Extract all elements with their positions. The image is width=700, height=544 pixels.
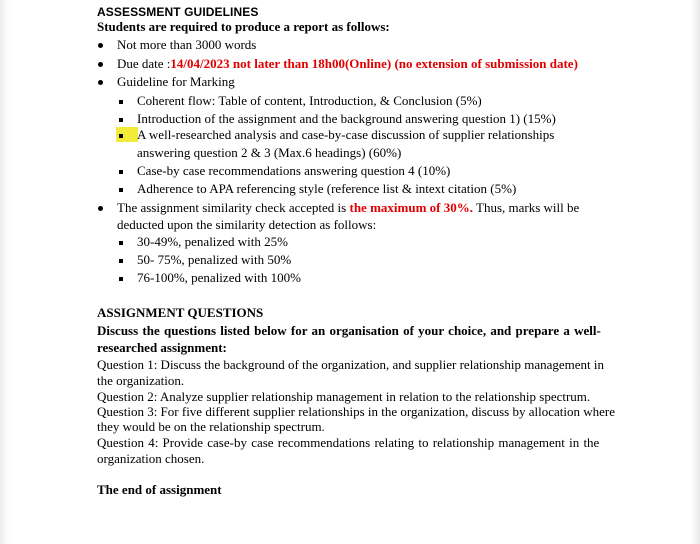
marking-guideline-item: Guideline for Marking — [117, 74, 235, 89]
similarity-text-end: Thus, marks will be — [472, 200, 580, 215]
marking-item: A well-researched analysis and case-by-case discussion of supplier relationships — [137, 127, 555, 142]
bullet-icon — [98, 80, 103, 85]
word-limit-item: Not more than 3000 words — [117, 37, 257, 52]
bullet-icon — [98, 62, 103, 67]
marking-item: Introduction of the assignment and the background answering question 1) (15%) — [137, 111, 556, 126]
marking-item: Coherent flow: Table of content, Introduction, & Conclusion (5%) — [137, 93, 482, 108]
question-4-continued: organization chosen. — [97, 451, 205, 466]
due-date-item — [117, 56, 578, 72]
square-bullet-icon — [119, 118, 123, 122]
square-bullet-icon — [119, 170, 123, 174]
report-intro: Students are required to produce a report as follows: — [97, 19, 390, 34]
square-bullet-icon — [119, 259, 123, 263]
questions-instructions-continued: researched assignment: — [97, 340, 227, 355]
penalty-item: 30-49%, penalized with 25% — [137, 234, 288, 249]
square-bullet-icon — [119, 241, 123, 245]
question-3-continued: they would be on the relationship spectrum. — [97, 419, 325, 434]
penalty-item: 76-100%, penalized with 100% — [137, 270, 301, 285]
marking-item-continued: answering question 2 & 3 (Max.6 headings) (60%) — [137, 145, 402, 160]
marking-item: Adherence to APA referencing style (reference list & intext citation (5%) — [137, 181, 517, 196]
penalty-item: 50- 75%, penalized with 50% — [137, 252, 292, 267]
page-right-shadow — [690, 0, 700, 544]
assignment-questions-heading: ASSIGNMENT QUESTIONS — [97, 305, 264, 320]
question-4: Question 4: Provide case-by case recommendations relating to relationship management in the — [97, 435, 600, 450]
similarity-item-continued: deducted upon the similarity detection as follows: — [117, 217, 377, 232]
question-1-continued: the organization. — [97, 373, 185, 388]
square-bullet-icon — [119, 188, 123, 192]
question-3: Question 3: For five different supplier relationships in the organization, discuss by allocation where — [97, 404, 615, 419]
marking-item: Case-by case recommendations answering question 4 (10%) — [137, 163, 451, 178]
page-left-shadow — [0, 0, 10, 544]
assessment-guidelines-heading: ASSESSMENT GUIDELINES — [97, 5, 259, 19]
questions-instructions: Discuss the questions listed below for an organisation of your choice, and prepare a well- — [97, 323, 601, 338]
question-2: Question 2: Analyze supplier relationship management in relation to the relationship spectrum. — [97, 389, 591, 404]
due-date-value: 14/04/2023 not later than 18h00(Online) (no extension of submission date) — [170, 56, 578, 71]
question-1: Question 1: Discuss the background of the organization, and supplier relationship management in — [97, 357, 605, 372]
square-bullet-icon — [119, 134, 123, 138]
due-date-label: Due date : — [117, 56, 171, 71]
bullet-icon — [98, 43, 103, 48]
similarity-item — [117, 200, 579, 216]
end-of-assignment: The end of assignment — [97, 482, 222, 497]
square-bullet-icon — [119, 277, 123, 281]
similarity-max: the maximum of 30%. — [349, 200, 473, 215]
square-bullet-icon — [119, 100, 123, 104]
bullet-icon — [98, 206, 103, 211]
similarity-text: The assignment similarity check accepted is — [117, 200, 350, 215]
